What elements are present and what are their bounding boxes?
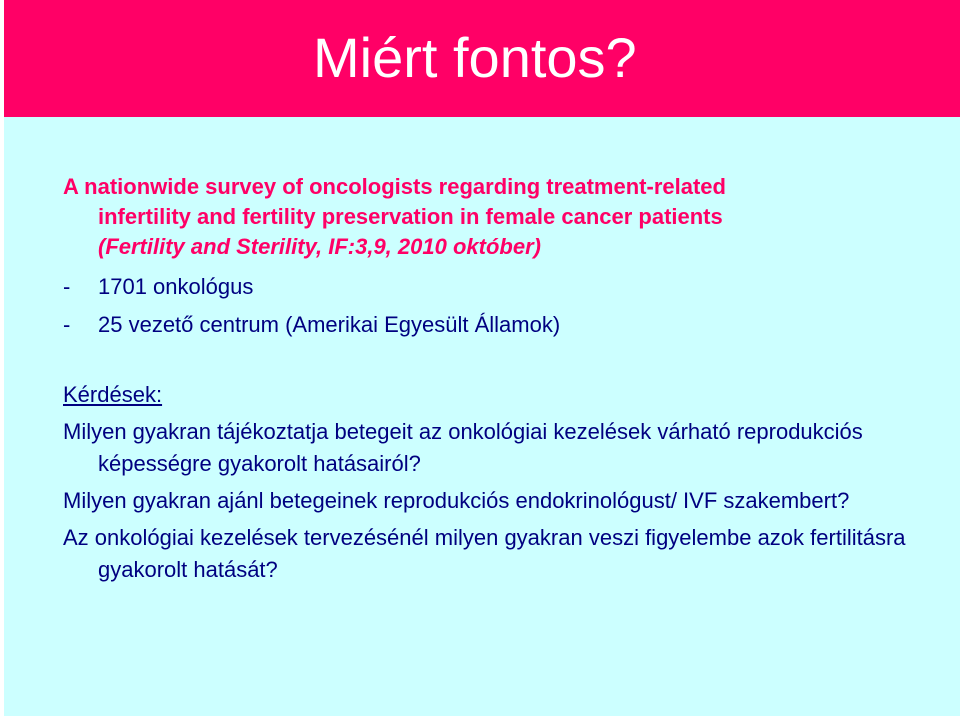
slide-content (63, 172, 943, 591)
survey-fact-text: 1701 onkológus (98, 274, 254, 299)
questions-heading: Kérdések: (63, 382, 163, 407)
dash-marker: - (63, 312, 71, 337)
survey-title-line-1: A nationwide survey of oncologists regarding treatment-related (63, 174, 726, 199)
survey-title-line-2: infertility and fertility preservation in female cancer patients (98, 204, 723, 229)
survey-citation (63, 172, 943, 262)
slide-title: Miért fontos? (313, 26, 637, 89)
dash-marker: - (63, 274, 71, 299)
question-item: Az onkológiai kezelések tervezésénél milyen gyakran veszi figyelembe azok fertilitásra gyakorolt hatását? (63, 525, 906, 582)
survey-facts-list (63, 268, 943, 344)
survey-fact-text: 25 vezető centrum (Amerikai Egyesült Államok) (98, 312, 561, 337)
questions-list (63, 416, 943, 586)
question-item: Milyen gyakran tájékoztatja betegeit az onkológiai kezelések várható reprodukciós képességre gyakorolt hatásairól? (63, 419, 863, 476)
survey-fact-item (63, 268, 943, 306)
survey-fact-item (63, 306, 943, 344)
question-item: Milyen gyakran ajánl betegeinek reprodukciós endokrinológust/ IVF szakembert? (63, 488, 850, 513)
survey-source: (Fertility and Sterility, IF:3,9, 2010 október) (98, 234, 541, 259)
